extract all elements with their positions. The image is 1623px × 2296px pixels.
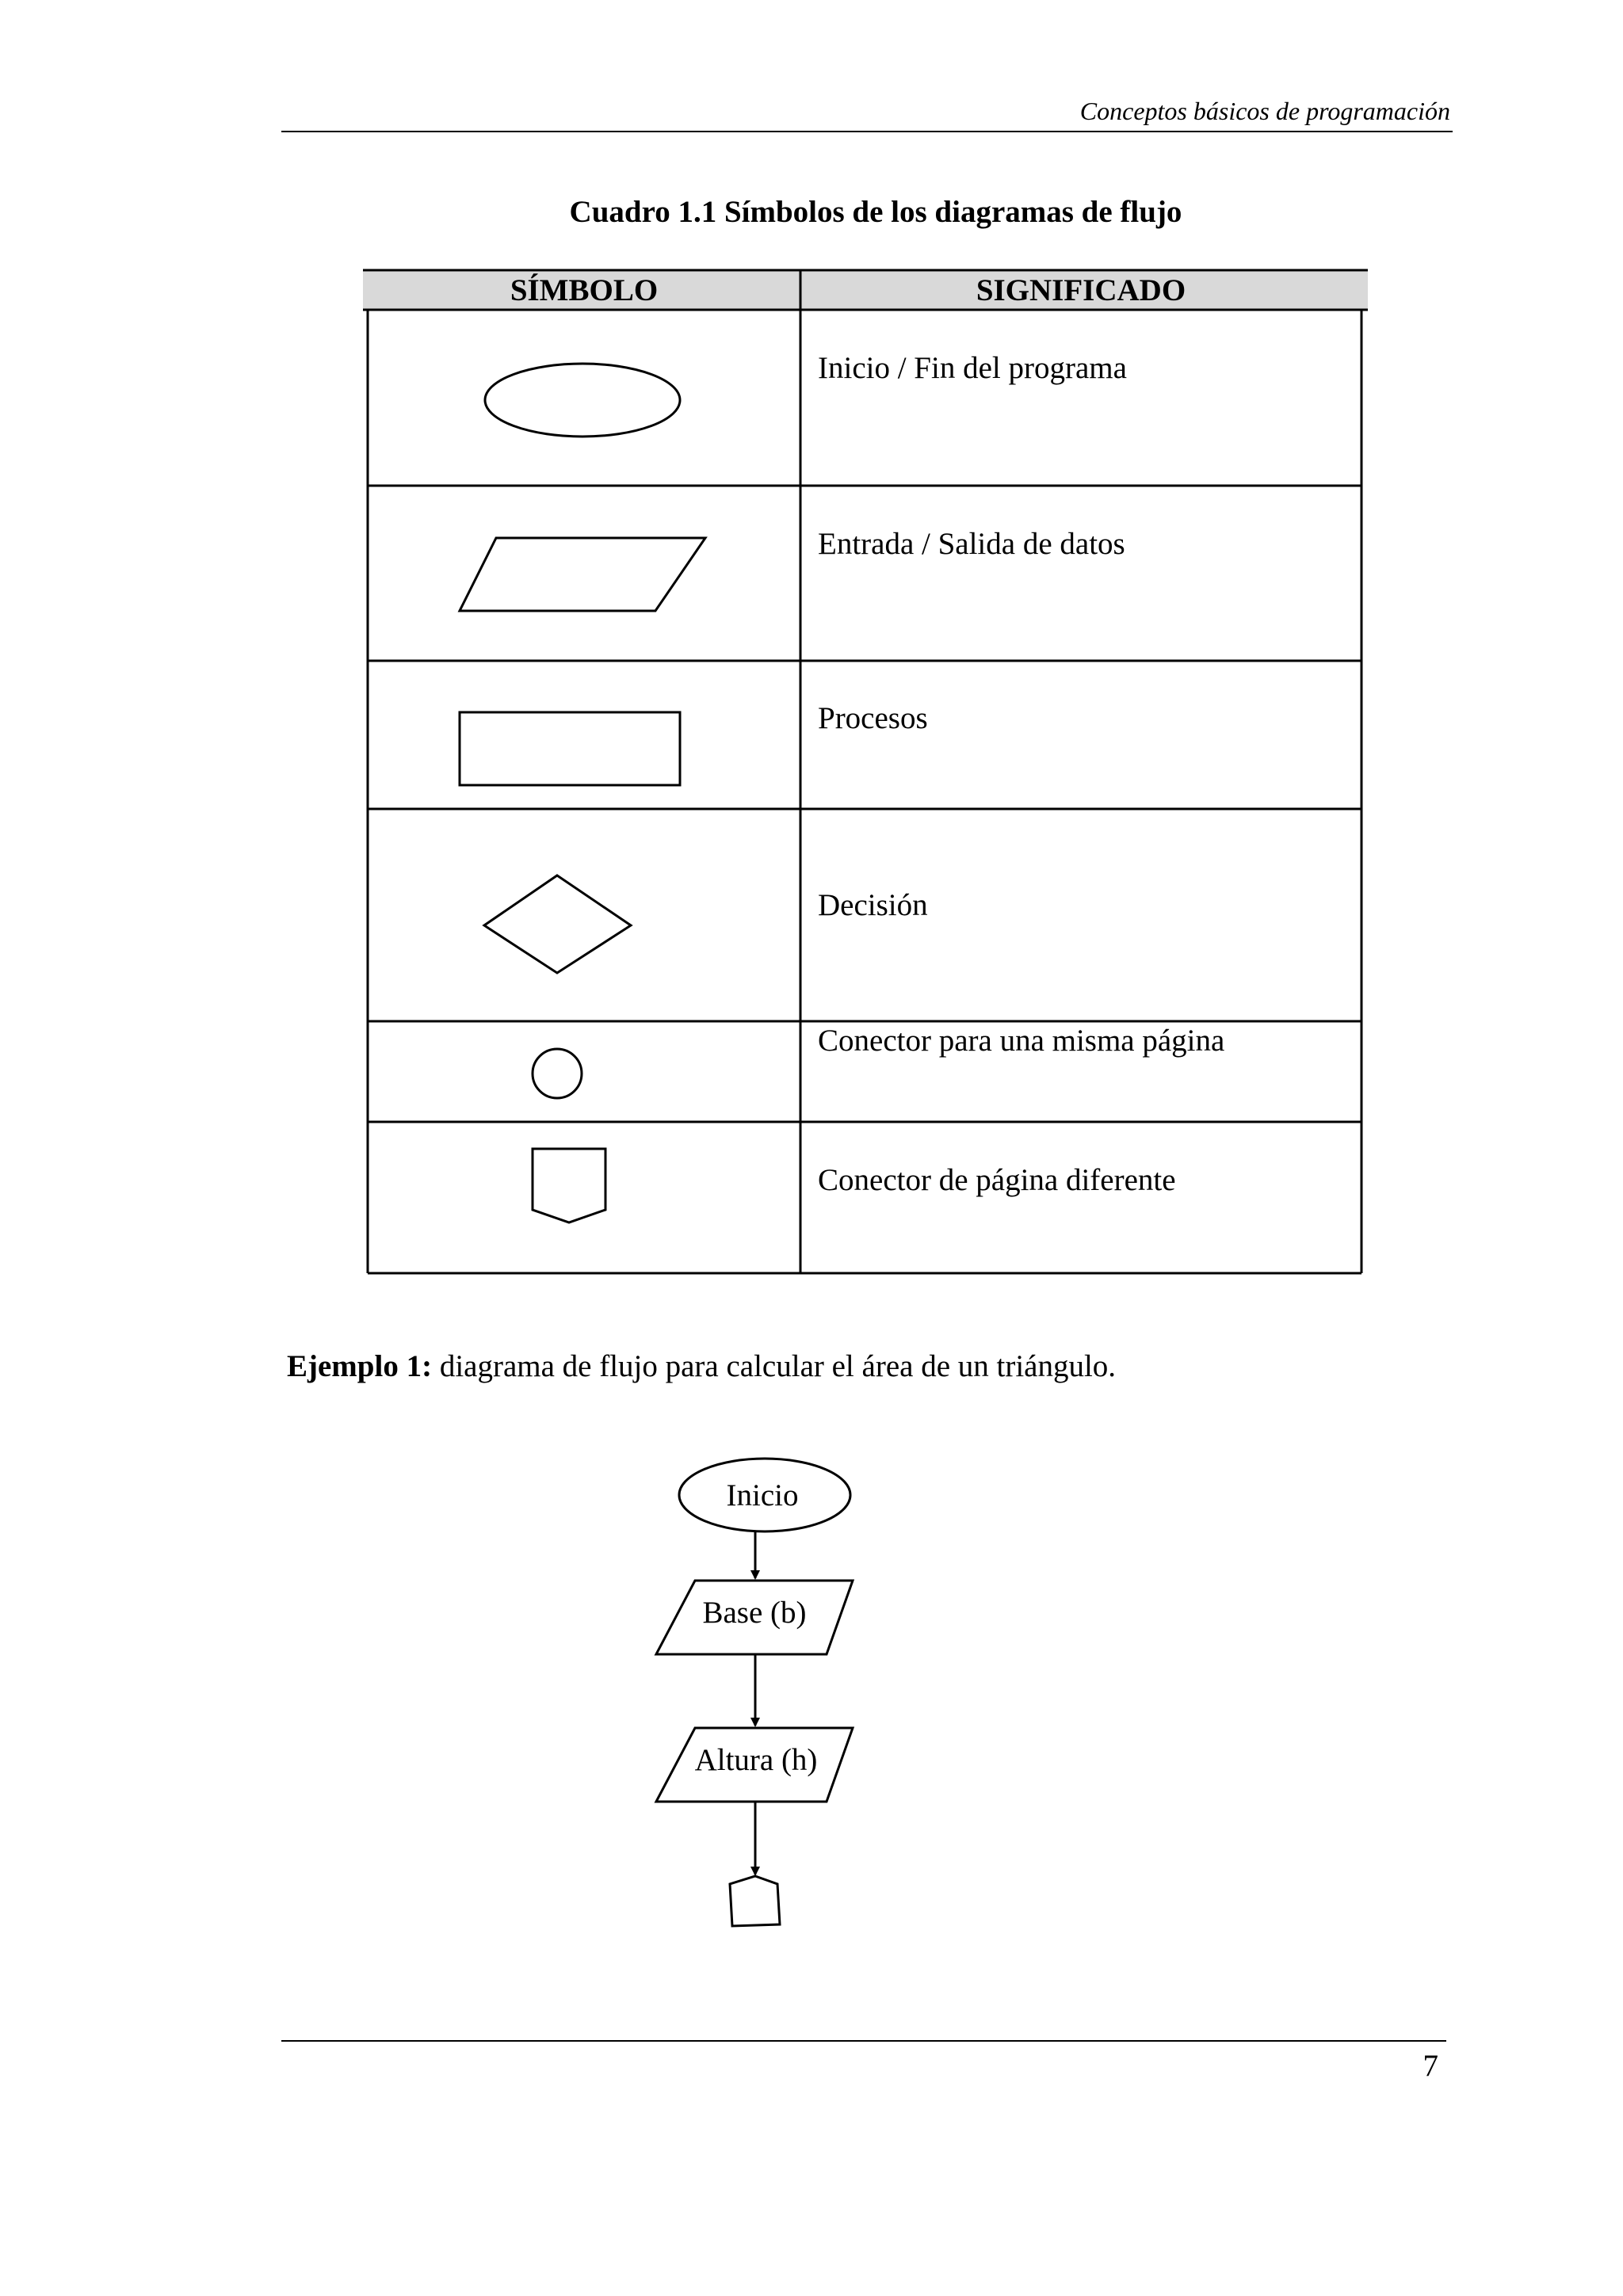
offpage-connector-icon	[533, 1149, 605, 1222]
parallelogram-icon	[460, 538, 705, 611]
meaning-cell: Entrada / Salida de datos	[818, 527, 1125, 561]
flow-input-height	[656, 1728, 853, 1802]
column-header-symbol: SÍMBOLO	[510, 273, 659, 307]
circle-icon	[533, 1049, 582, 1098]
meaning-cell: Conector de página diferente	[818, 1163, 1176, 1197]
example-text: diagrama de flujo para calcular el área de un triángulo.	[432, 1349, 1117, 1383]
example-paragraph	[287, 1347, 1116, 1386]
meaning-cell: Procesos	[818, 701, 928, 735]
flow-start-label: Inicio	[726, 1478, 799, 1512]
example-label: Ejemplo 1:	[287, 1349, 433, 1383]
flow-input-base-label: Base (b)	[702, 1596, 807, 1630]
flow-start-terminal	[679, 1459, 850, 1531]
diamond-icon	[484, 875, 631, 973]
table-caption: Cuadro 1.1 Símbolos de los diagramas de flujo	[569, 195, 1182, 229]
ellipse-icon	[485, 364, 680, 437]
meaning-cell: Conector para una misma página	[818, 1024, 1225, 1058]
running-header: Conceptos básicos de programación	[1079, 97, 1450, 125]
flow-input-base	[656, 1581, 853, 1654]
meaning-cell: Inicio / Fin del programa	[818, 351, 1127, 385]
rectangle-icon	[460, 712, 680, 785]
meaning-cell: Decisión	[818, 888, 928, 922]
column-header-meaning: SIGNIFICADO	[976, 273, 1186, 307]
footer-rule	[281, 2040, 1446, 2042]
flow-offpage-connector	[730, 1876, 780, 1926]
flow-input-height-label: Altura (h)	[694, 1743, 818, 1777]
page-number: 7	[1423, 2049, 1438, 2083]
